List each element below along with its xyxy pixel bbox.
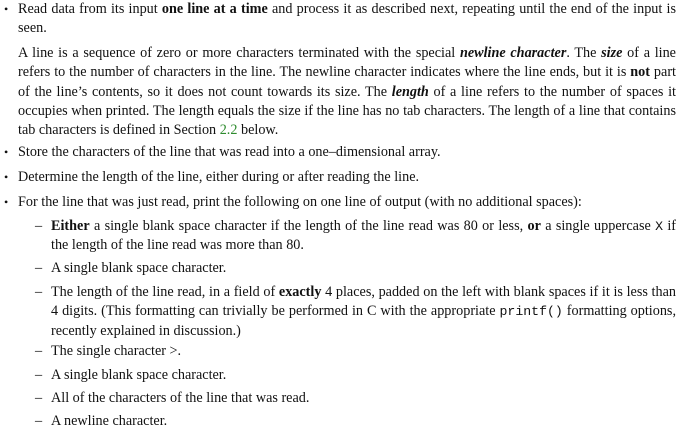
term-size: size — [601, 45, 623, 61]
bullet-text-store: Store the characters of the line that was read into a one–dimensional array. — [18, 144, 441, 160]
bullet-item-read-input — [4, 0, 676, 39]
bullet-icon: • — [4, 170, 9, 184]
subitem-all-characters: – All of the characters of the line that was read. — [51, 389, 676, 408]
dash-marker: – — [35, 260, 43, 276]
bullet-text-print: For the line that was just read, print the following on one line of output (with no additional spaces): — [18, 194, 582, 210]
line-definition-paragraph: A line is a sequence of zero or more characters terminated with the special newline character. The size of a line refers to the number of characters in the line. The newline character indicates where the line ends, but it is not part of the line’s contents, so it does not count towards its size. The length of a line refers to the number of spaces it occupies when printed. The length equals the size if the line has no tab characters. The length of a line that contains tab characters is defined in Section 2.2 below. — [18, 45, 676, 139]
code-x: X — [655, 219, 664, 234]
bullet-icon: • — [4, 195, 9, 209]
subitem-blank-space-1: – A single blank space character. — [51, 259, 676, 278]
dash-marker: – — [35, 343, 43, 359]
bullet-item-print — [4, 193, 676, 212]
emphasis-not: not — [630, 64, 651, 81]
term-length: length — [391, 83, 429, 100]
subitem-either: – Either a single blank space character if the length of the line read was 80 or less, or a single uppercase X if the length of the line read was more than 80. — [35, 218, 677, 254]
emphasis-or: or — [527, 218, 541, 234]
bullet-text-determine: Determine the length of the line, either during or after reading the line. — [18, 169, 420, 185]
emphasis-exactly: exactly — [278, 284, 322, 300]
code-printf: printf() — [499, 304, 563, 320]
bullet-text-read-input: Read data from its input one line at a time and process it as described next, repeating until the end of the input is seen. — [18, 1, 676, 37]
dash-marker: – — [35, 390, 43, 406]
bullet-item-determine — [4, 168, 676, 187]
dash-marker: – — [35, 284, 43, 300]
dash-marker: – — [35, 413, 43, 429]
dash-marker: – — [35, 367, 43, 383]
emphasis-either: Either — [51, 218, 90, 234]
subitem-newline: – A newline character. — [51, 412, 676, 431]
dash-marker: – — [35, 218, 43, 234]
subitem-greater-than: – The single character >. — [51, 342, 676, 361]
bullet-item-store — [4, 143, 676, 162]
term-newline-character: newline character — [459, 45, 567, 61]
subitem-blank-space-2: – A single blank space character. — [51, 366, 676, 385]
emphasis-one-line: one line at a time — [161, 1, 268, 17]
subitem-length-field: – The length of the line read, in a field of exactly 4 places, padded on the left with blank spaces if it is less than 4 digits. (This formatting can trivially be performed in C with the appropriate printf() formatting options, recently explained in discussion.) — [35, 284, 677, 339]
bullet-icon: • — [4, 145, 9, 159]
section-link[interactable]: 2.2 — [219, 122, 238, 139]
bullet-icon: • — [4, 2, 9, 16]
